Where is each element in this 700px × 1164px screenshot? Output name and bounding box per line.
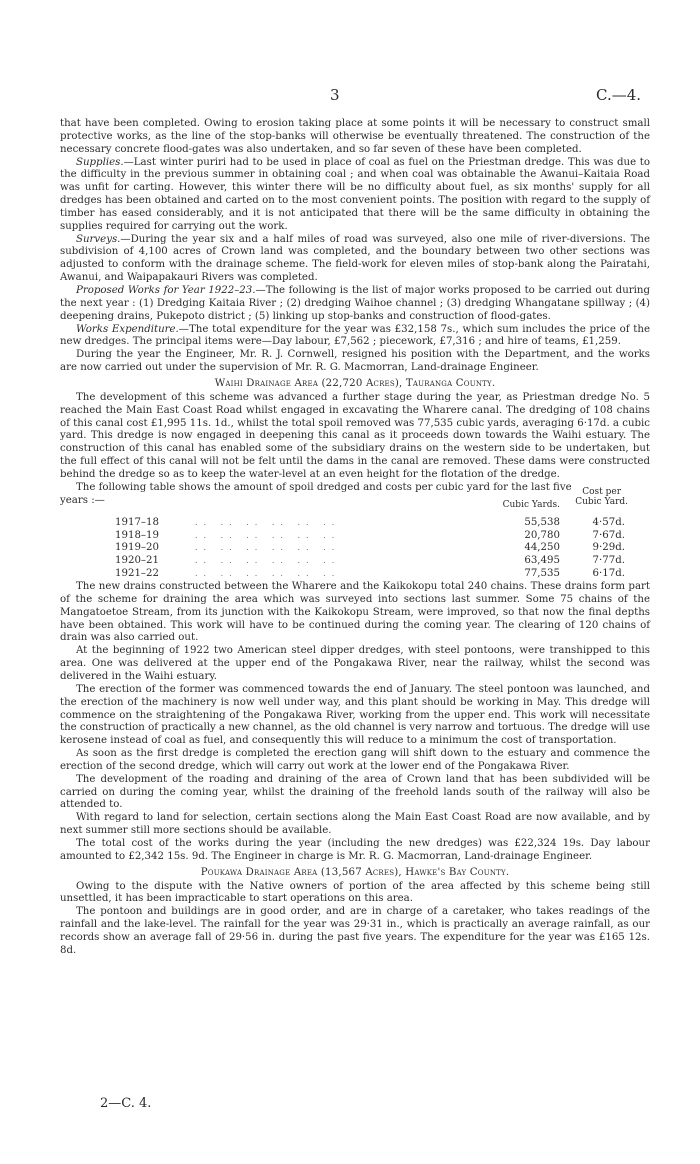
paragraph-land-selection: With regard to land for selection, certain sections along the Main East Coast Road are now available, and by next summer still more sections should be available. (60, 812, 650, 837)
row-year: 1921–22 (115, 568, 159, 580)
paragraph-roading: The development of the roading and draining of the area of Crown land that has been subdivided will be carried on during the coming year, whilst the draining of the freehold lands south of the railway will also be attended to. (60, 773, 650, 811)
row-cubic-yards: 63,495 (524, 555, 560, 567)
heading-waihi: Waihi Drainage Area (22,720 Acres), Tauranga County. (214, 377, 496, 389)
column-cubic-yards: Cubic Yards. (502, 499, 560, 510)
table-intro-years: years :— (60, 494, 105, 506)
row-cost: 4·57d. (592, 516, 625, 528)
column-cost: Cost per Cubic Yard. (575, 486, 628, 507)
label-proposed-works: Proposed Works for Year 1922–23. (76, 284, 256, 296)
row-year: 1920–21 (115, 555, 159, 567)
spoil-table (60, 517, 650, 581)
row-year: 1917–18 (115, 516, 159, 528)
body-text (60, 118, 650, 958)
row-year: 1918–19 (115, 529, 159, 541)
table-row: 1921–22 .. .. .. .. .. .. 77,535 6·17d. (115, 568, 625, 580)
paragraph-second-dredge: As soon as the first dredge is completed the erection gang will shift down to the estuary and commence the erection of the second dredge, which will carry out work at the lower end of the Pongakawa River. (60, 748, 650, 772)
paragraph-proposed-works (60, 285, 650, 324)
paragraph-floodgates: that have been completed. Owing to erosion taking place at some points it will be necessary to construct small protective works, as the line of the stop-banks will otherwise be eventually threatened. The construction of the necessary concrete flood-gates was also undertaken, and so far seven of these have been completed. (60, 118, 650, 155)
row-cubic-yards: 20,780 (524, 529, 560, 541)
table-intro: The following table shows the amount of spoil dredged and costs per cubic yard for the last five (76, 481, 572, 493)
table-row: 1919–20 .. .. .. .. .. .. 44,250 9·29d. (115, 542, 625, 554)
paragraph-engineer: During the year the Engineer, Mr. R. J. Cornwell, resigned his position with the Department, and the works are now carried out under the supervision of Mr. R. G. Macmorran, Land-drainage Engineer. (60, 349, 650, 374)
paragraph-poukawa-rainfall: The pontoon and buildings are in good order, and are in charge of a caretaker, who takes readings of the rainfall and the lake-level. The rainfall for the year was 29·31 in., which is practically an average rainfall, as our records show an average fall of 29·56 in. during the past five years. The expenditure for the year was £165 12s. 8d. (60, 906, 650, 956)
label-works-expenditure: Works Expenditure. (76, 323, 179, 335)
paragraph-surveys (60, 234, 650, 285)
paragraph-dipper-dredges: At the beginning of 1922 two American steel dipper dredges, with steel pontoons, were transhipped to this area. One was delivered at the upper end of the Pongakawa River, near the railway, whilst the second was delivered in the Waihi estuary. (60, 645, 650, 682)
heading-poukawa: Poukawa Drainage Area (13,567 Acres), Hawke's Bay County. (200, 866, 510, 878)
table-row: 1918–19 .. .. .. .. .. .. 20,780 7·67d. (115, 529, 625, 541)
row-cubic-yards: 44,250 (524, 542, 560, 554)
row-cubic-yards: 55,538 (524, 516, 560, 528)
page-number: 3 (330, 86, 340, 104)
text-works-expenditure: —The total expenditure for the year was £32,158 7s., which sum includes the price of the new dredges. The principal items were—Day labour, £7,562 ; piecework, £7,316 ; and hire of teams, £1,259. (60, 323, 650, 348)
text-surveys: —During the year six and a half miles of road was surveyed, also one mile of river-diversions. The subdivision of 4,100 acres of Crown land was completed, and the boundary between two other sections was adjusted to conform with the drainage scheme. The field-work for eleven miles of stop-bank along the Pairatahi, Awanui, and Waipapakauri Rivers was completed. (60, 233, 650, 284)
row-cost: 6·17d. (592, 568, 625, 580)
row-cost: 9·29d. (592, 542, 625, 554)
paragraph-poukawa-dispute: Owing to the dispute with the Native owners of portion of the area affected by this scheme being still unsettled, it has been impracticable to start operations on this area. (60, 880, 650, 905)
paragraph-waihi-cost: The total cost of the works during the year (including the new dredges) was £22,324 19s. Day labour amounted to £2,342 15s. 9d. The Engineer in charge is Mr. R. G. Macmorran, Land-drainage Engineer. (60, 837, 650, 862)
text-supplies: —Last winter puriri had to be used in place of coal as fuel on the Priestman dredge. This was due to the difficulty in the previous summer in obtaining coal ; and when coal was obtainable the Awanui–Kaitaia Road was unfit for carting. However, this winter there will be no difficulty about fuel, as six months' supply for all dredges has been obtained and carted on to the most convenient points. The position with regard to the supply of timber has eased considerably, and it is not anticipated that there will be the same difficulty in obtaining the supplies required for carrying out the work. (60, 156, 650, 232)
text-proposed-works: —The following is the list of major works proposed to be carried out during the next year : (1) Dredging Kaitaia River ; (2) dredging Waihoe channel ; (3) dredging Whangatane spillway ; (4) deepening drains, Pukepoto district ; (5) linking up stop-banks and construction of flood-gates. (60, 284, 650, 322)
table-row: 1917–18 .. .. .. .. .. .. 55,538 4·57d. (115, 516, 625, 528)
paragraph-new-drains: The new drains constructed between the Wharere and the Kaikokopu total 240 chains. These drains form part of the scheme for draining the area which was surveyed into sections last summer. Some 75 chains of the Mangatoetoe Stream, from its junction with the Kaikokopu Stream, were improved, so that now the final depths have been obtained. This work will have to be continued during the coming year. The clearing of 120 chains of drain was also carried out. (60, 581, 650, 644)
row-cost: 7·77d. (592, 555, 625, 567)
paragraph-supplies (60, 157, 650, 234)
table-row: 1920–21 .. .. .. .. .. .. 63,495 7·77d. (115, 555, 625, 567)
label-surveys: Surveys. (76, 233, 121, 245)
paragraph-waihi-development: The development of this scheme was advanced a further stage during the year, as Priestman dredge No. 5 reached the Main East Coast Road whilst engaged in excavating the Wharere canal. The dredging of 108 chains of this canal cost £1,995 11s. 1d., whilst the total spoil removed was 77,535 cubic yards, averaging 6·17d. a cubic yard. This dredge is now engaged in deepening this canal as it proceeds down towards the Waihi estuary. The construction of this canal has enabled some of the subsidiary drains on the western side to be undertaken, but the full effect of this canal will not be felt until the dams in the canal are removed. These dams were constructed behind the dredge so as to keep the water-level at an even height for the flotation of the dredge. (60, 391, 650, 480)
row-cost: 7·67d. (592, 529, 625, 541)
paragraph-works-expenditure (60, 324, 650, 350)
label-supplies: Supplies. (76, 156, 124, 168)
document-reference: C.—4. (596, 86, 642, 104)
footer-signature: 2—C. 4. (100, 1096, 152, 1111)
paragraph-erection: The erection of the former was commenced towards the end of January. The steel pontoon was launched, and the erection of the machinery is now well under way, and this plant should be working in May. This dredge will commence on the straightening of the Pongakawa River, working from the upper end. This work will necessitate the construction of practically a new channel, as the old channel is very narrow and tortuous. The dredge will use kerosene instead of coal as fuel, and consequently this will reduce to a minimum the cost of transportation. (60, 683, 650, 747)
row-cubic-yards: 77,535 (524, 568, 560, 580)
row-year: 1919–20 (115, 542, 159, 554)
